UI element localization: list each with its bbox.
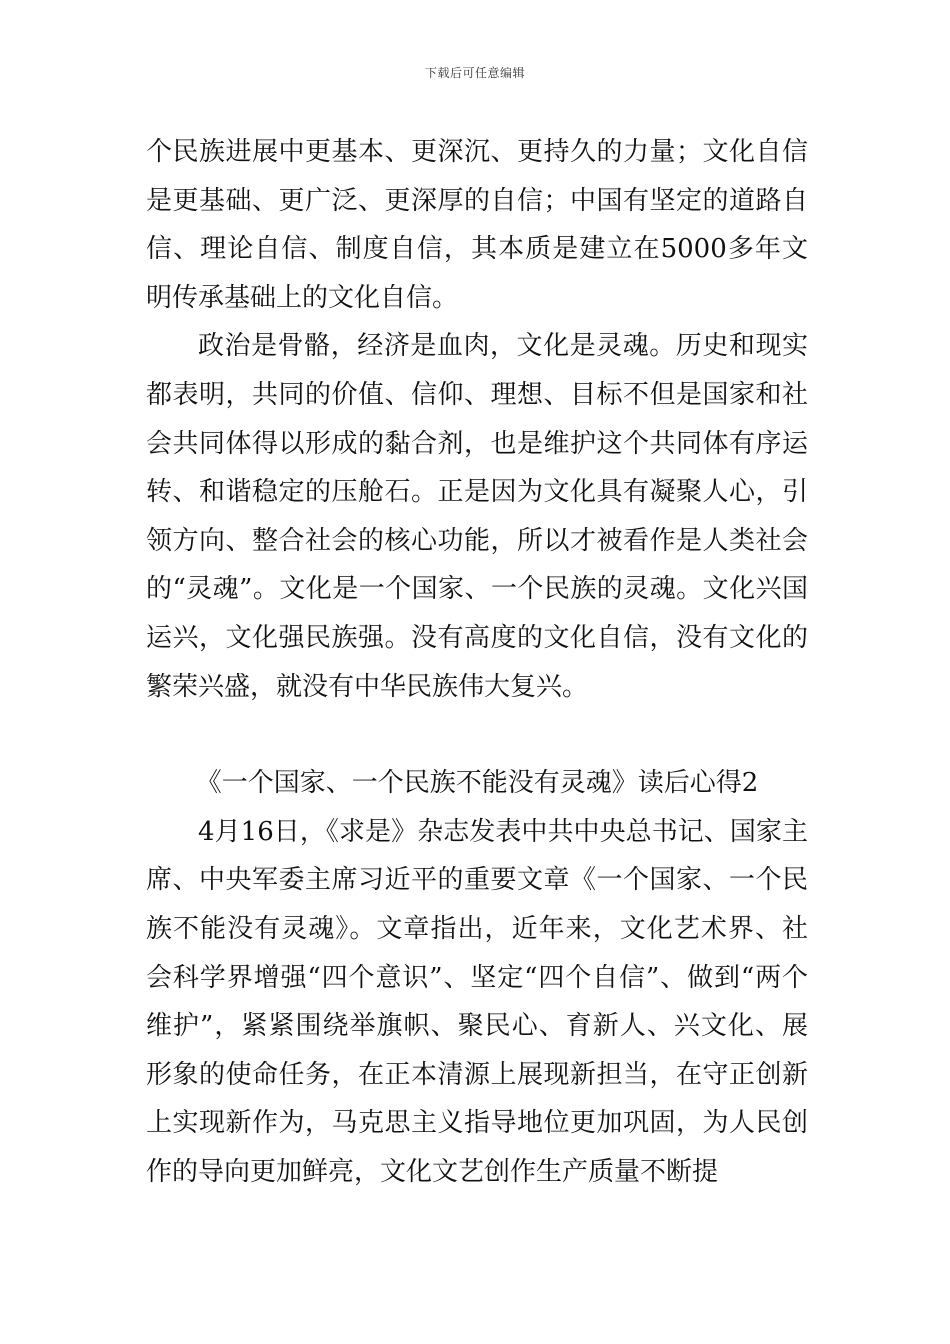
document-body (146, 128, 808, 1196)
paragraph-continuation: 个民族进展中更基本、更深沉、更持久的力量；文化自信是更基础、更广泛、更深厚的自信；中国有坚定的道路自信、理论自信、制度自信，其本质是建立在5000多年文明传承基础上的文化自信。 (146, 137, 808, 313)
page-header: 下载后可任意编辑 (424, 66, 525, 80)
paragraph-culture-soul: 政治是骨骼，经济是血肉，文化是灵魂。历史和现实都表明，共同的价值、信仰、理想、目标不但是国家和社会共同体得以形成的黏合剂，也是维护这个共同体有序运转、和谐稳定的压舱石。正是因为文化具有凝聚人心，引领方向、整合社会的核心功能，所以才被看作是人类社会的“灵魂”。文化是一个国家、一个民族的灵魂。文化兴国运兴，文化强民族强。没有高度的文化自信，没有文化的繁荣兴盛，就没有中华民族伟大复兴。 (146, 331, 808, 702)
section-title: 《一个国家、一个民族不能没有灵魂》读后心得2 (195, 768, 759, 799)
section-paragraph: 4月16日，《求是》杂志发表中共中央总书记、国家主席、中央军委主席习近平的重要文章《一个国家、一个民族不能没有灵魂》。文章指出，近年来，文化艺术界、社会科学界增强“四个意识”、坚定“四个自信”、做到“两个维护”，紧紧围绕举旗帜、聚民心、育新人、兴文化、展形象的使命任务，在正本清源上展现新担当，在守正创新上实现新作为，马克思主义指导地位更加巩固，为人民创作的导向更加鲜亮，文化文艺创作生产质量不断提 (146, 816, 808, 1187)
section-spacer (146, 711, 808, 759)
